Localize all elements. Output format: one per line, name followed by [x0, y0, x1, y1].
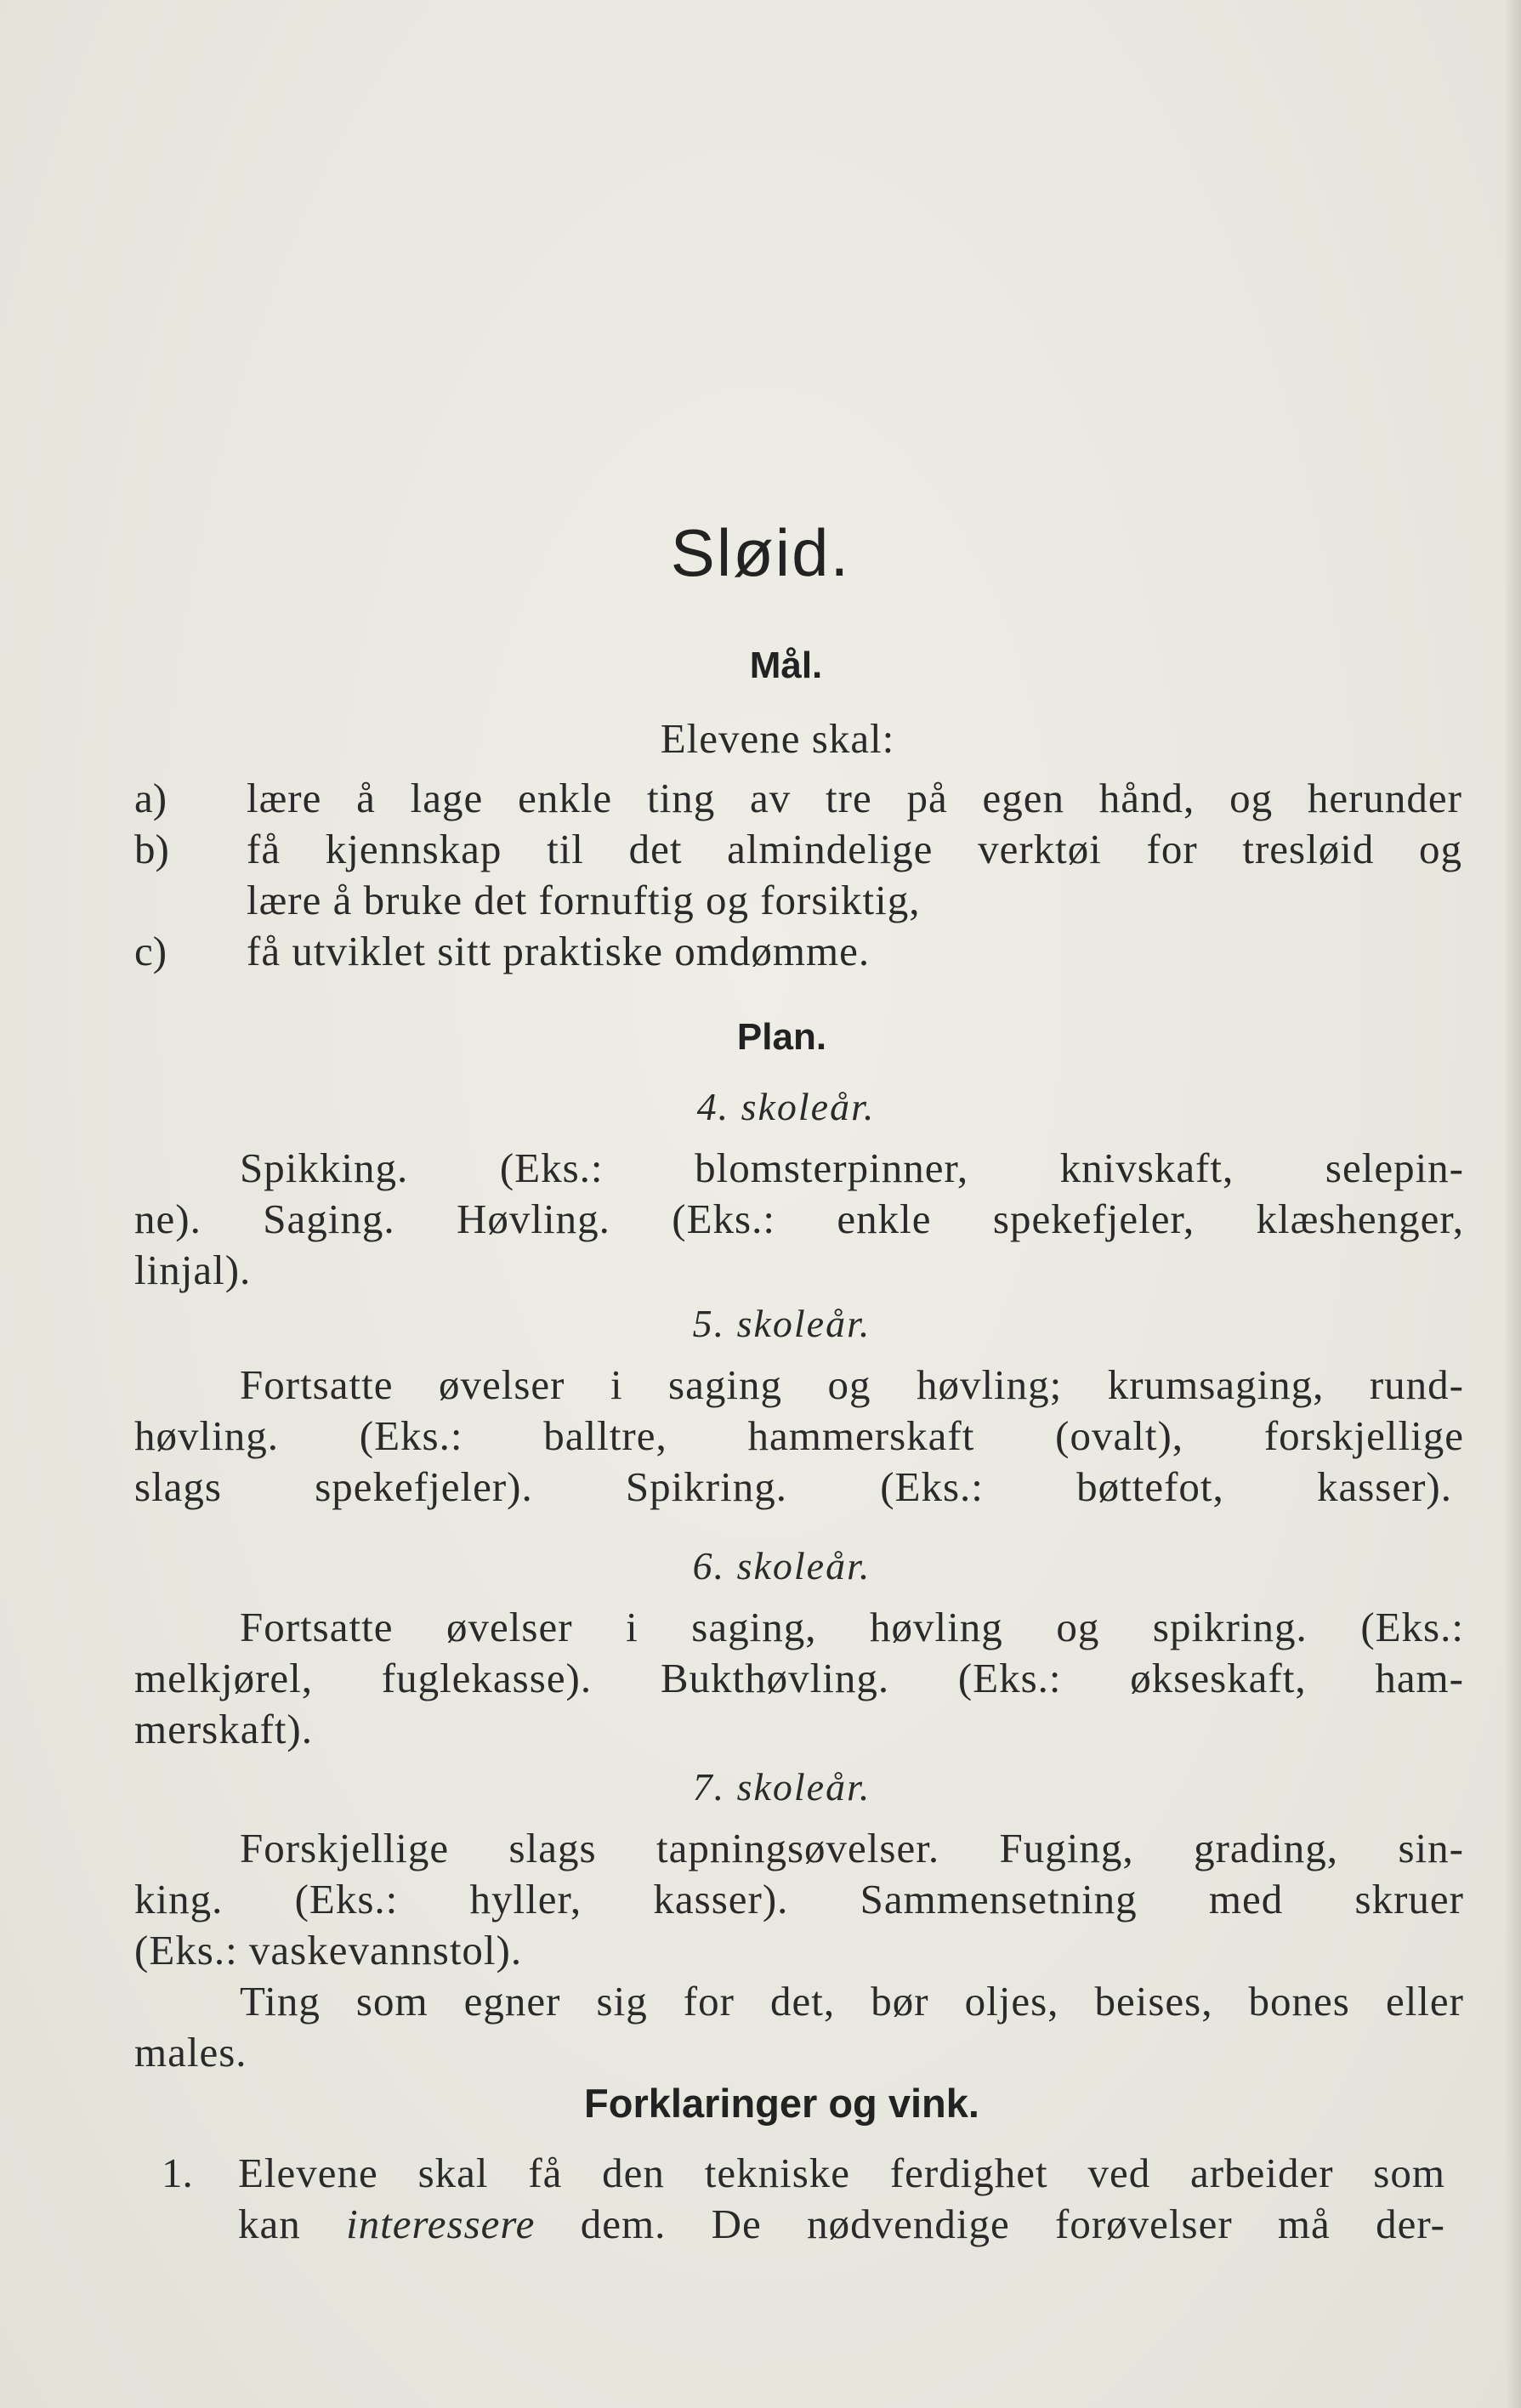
year-label-7: 7. skoleår. — [692, 1765, 871, 1809]
list-item-b: få kjennskap til det almindelige verktøi for tresløid og — [247, 826, 1462, 872]
text-run: kan — [238, 2201, 347, 2247]
year5-line: høvling. (Eks.: balltre, hammerskaft (ovalt), forskjellige — [134, 1412, 1464, 1459]
forklaring-item-1: Elevene skal få den tekniske ferdighet ved arbeider som — [238, 2150, 1445, 2196]
year4-line: Spikking. (Eks.: blomsterpinner, knivskaft, selepin- — [240, 1144, 1464, 1191]
text-run: dem. De nødvendige forøvelser må der- — [535, 2201, 1445, 2247]
year6-line: merskaft). — [134, 1706, 313, 1752]
list-item-c: få utviklet sitt praktiske omdømme. — [247, 928, 871, 974]
year-label-6: 6. skoleår. — [692, 1544, 871, 1587]
year4-line: linjal). — [134, 1247, 252, 1293]
year6-line: melkjørel, fuglekasse). Bukthøvling. (Eks.: økseskaft, ham- — [134, 1655, 1464, 1701]
list-marker: c) — [134, 928, 167, 974]
emphasis-text: interessere — [346, 2201, 536, 2247]
year-label-4: 4. skoleår. — [696, 1085, 876, 1128]
year5-line: Fortsatte øvelser i saging og høvling; krumsaging, rund- — [240, 1361, 1464, 1408]
mal-intro: Elevene skal: — [660, 715, 895, 762]
year-label-5: 5. skoleår. — [692, 1302, 871, 1345]
year7-line: Ting som egner sig for det, bør oljes, beises, bones eller — [240, 1978, 1464, 2025]
list-item-b-cont: lære å bruke det fornuftig og forsiktig, — [247, 877, 921, 923]
list-item-a: lære å lage enkle ting av tre på egen hånd, og herunder — [247, 775, 1462, 821]
year5-line: slags spekefjeler). Spikring. (Eks.: bøttefot, kasser). — [134, 1463, 1452, 1510]
list-marker: b) — [134, 826, 169, 872]
section-heading-mal: Mål. — [749, 645, 823, 686]
year4-line: ne). Saging. Høvling. (Eks.: enkle spekefjeler, klæshenger, — [134, 1195, 1464, 1242]
section-heading-forklaringer: Forklaringer og vink. — [584, 2081, 979, 2126]
year7-line: king. (Eks.: hyller, kasser). Sammensetning med skruer — [134, 1876, 1464, 1922]
page-edge — [1506, 0, 1521, 2408]
list-marker: 1. — [162, 2150, 193, 2196]
year6-line: Fortsatte øvelser i saging, høvling og spikring. (Eks.: — [240, 1604, 1464, 1650]
forklaring-item-1-cont — [238, 2200, 1445, 2248]
list-marker: a) — [134, 775, 167, 821]
section-heading-plan: Plan. — [736, 1016, 827, 1058]
page-title: Sløid. — [670, 515, 851, 590]
year7-line: (Eks.: vaskevannstol). — [134, 1927, 523, 1974]
year7-line: males. — [134, 2029, 247, 2076]
year7-line: Forskjellige slags tapningsøvelser. Fuging, grading, sin- — [240, 1825, 1464, 1871]
